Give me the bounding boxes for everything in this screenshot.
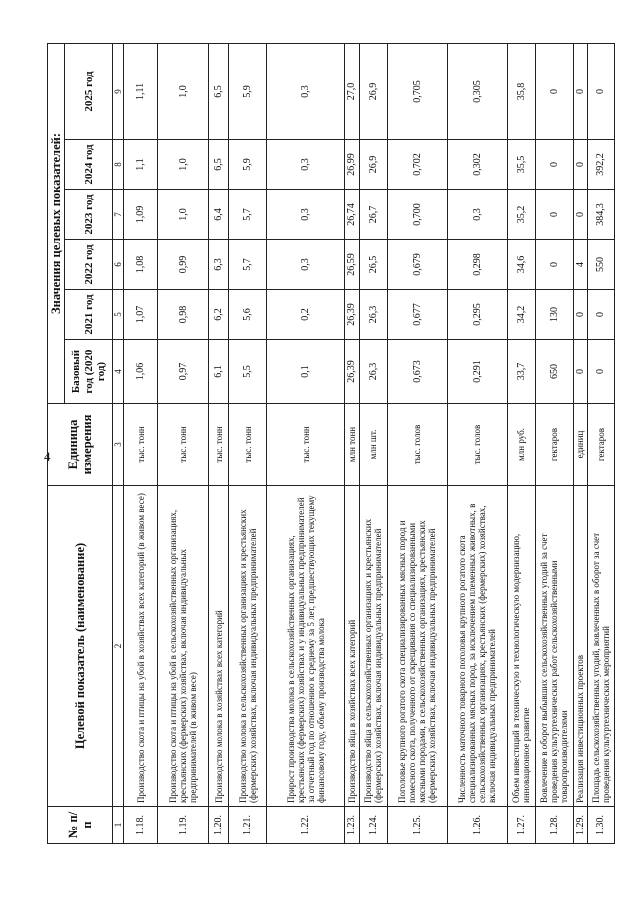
value-cell: 0,673 (387, 340, 447, 404)
value-cell: 0,3 (267, 43, 345, 139)
table-row (359, 43, 387, 843)
column-number: 3 (113, 404, 124, 486)
table-row (447, 43, 507, 843)
value-cell: 26,39 (345, 290, 359, 340)
value-cell: 0 (587, 290, 614, 340)
indicator-name: Численность маточного товарного поголовья крупного рогатого скота специализированных мясных пород, за исключением племенных животных, в сельскохозяйственных организациях, крестьянских (фермерских) хозяйствах, включая индивидуальных предпринимателей (447, 486, 507, 807)
indicator-name: Производство яйца в сельскохозяйственных организациях и крестьянских (фермерских) хозяйствах, включая индивидуальных предпринимателей (359, 486, 387, 807)
value-cell: 1,09 (124, 190, 158, 240)
value-cell: 26,9 (359, 140, 387, 190)
value-cell: 6,3 (209, 240, 229, 290)
value-cell: 0,291 (447, 340, 507, 404)
unit-cell: млн шт. (359, 404, 387, 486)
table-row (535, 43, 573, 843)
value-cell: 35,2 (507, 190, 535, 240)
unit-cell: тыс. голов (447, 404, 507, 486)
value-cell: 6,2 (209, 290, 229, 340)
value-cell: 35,5 (507, 140, 535, 190)
header-target-values: Значения целевых показателей: (48, 43, 65, 403)
indicator-name: Реализация инвестиционных проектов (573, 486, 587, 807)
indicator-name: Производство скота и птицы на убой в сельскохозяйственных организациях, крестьянских (фермерских) хозяйствах, включая индивидуальных предпринимателей (в живом весе) (158, 486, 209, 807)
unit-cell: тыс. тонн (209, 404, 229, 486)
header-unit: Единица измерения (48, 404, 113, 486)
indicator-name: Производство молока в сельскохозяйственных организациях и крестьянских (фермерских) хозяйствах, включая индивидуальных предпринимателей (229, 486, 267, 807)
header-year: 2023 год (65, 190, 113, 240)
value-cell: 0,298 (447, 240, 507, 290)
column-number: 5 (113, 290, 124, 340)
value-cell: 0 (535, 190, 573, 240)
table-row (573, 43, 587, 843)
indicator-name: Производство скота и птицы на убой в хозяйствах всех категорий (в живом весе) (124, 486, 158, 807)
value-cell: 0 (587, 43, 614, 139)
row-number: 1.28. (535, 807, 573, 844)
value-cell: 0,3 (267, 140, 345, 190)
value-cell: 34,2 (507, 290, 535, 340)
unit-cell: гектаров (535, 404, 573, 486)
indicator-name: Площадь сельскохозяйственных угодий, вовлеченных в оборот за счет проведения культуртехнических мероприятий (587, 486, 614, 807)
value-cell: 5,9 (229, 43, 267, 139)
value-cell: 5,6 (229, 290, 267, 340)
indicator-name: Вовлечение в оборот выбывших сельскохозяйственных угодий за счет проведения культуртехнических работ сельскохозяйственными товаропроизводителями (535, 486, 573, 807)
unit-cell: тыс. голов (387, 404, 447, 486)
table-row (267, 43, 345, 843)
value-cell: 1,0 (158, 43, 209, 139)
indicator-name: Поголовье крупного рогатого скота специализированных мясных пород и помесного скота, полученного от скрещивания со специализированными мясными породами, в сельскохозяйственных организациях, крестьянских (фермерских) хозяйствах, включая индивидуальных предпринимателей (387, 486, 447, 807)
unit-cell: гектаров (587, 404, 614, 486)
header-year: Базовый год (2020 год) (65, 340, 113, 404)
value-cell: 35,8 (507, 43, 535, 139)
value-cell: 4 (573, 240, 587, 290)
column-number: 9 (113, 43, 124, 139)
value-cell: 1,11 (124, 43, 158, 139)
value-cell: 650 (535, 340, 573, 404)
column-number: 2 (113, 486, 124, 807)
value-cell: 0,98 (158, 290, 209, 340)
value-cell: 0,3 (447, 190, 507, 240)
value-cell: 0,302 (447, 140, 507, 190)
table-row (387, 43, 447, 843)
value-cell: 26,39 (345, 340, 359, 404)
value-cell: 1,08 (124, 240, 158, 290)
unit-cell: тыс. тонн (124, 404, 158, 486)
value-cell: 1,1 (124, 140, 158, 190)
value-cell: 5,7 (229, 240, 267, 290)
value-cell: 0,702 (387, 140, 447, 190)
table-row (587, 43, 614, 843)
value-cell: 26,9 (359, 43, 387, 139)
value-cell: 392,2 (587, 140, 614, 190)
table-row (345, 43, 359, 843)
value-cell: 0 (573, 140, 587, 190)
value-cell: 384,3 (587, 190, 614, 240)
value-cell: 6,5 (209, 43, 229, 139)
value-cell: 0 (573, 290, 587, 340)
unit-cell: млн руб. (507, 404, 535, 486)
row-number: 1.24. (359, 807, 387, 844)
value-cell: 0 (573, 43, 587, 139)
row-number: 1.26. (447, 807, 507, 844)
header-num: № п/п (48, 807, 113, 844)
value-cell: 0,295 (447, 290, 507, 340)
value-cell: 0 (573, 340, 587, 404)
indicators-table-wrapper (47, 44, 615, 844)
row-number: 1.22. (267, 807, 345, 844)
value-cell: 0,700 (387, 190, 447, 240)
row-number: 1.30. (587, 807, 614, 844)
value-cell: 0 (535, 43, 573, 139)
value-cell: 6,1 (209, 340, 229, 404)
value-cell: 0,705 (387, 43, 447, 139)
unit-cell: тыс. тонн (229, 404, 267, 486)
value-cell: 26,5 (359, 240, 387, 290)
column-number-row (113, 43, 124, 843)
value-cell: 5,9 (229, 140, 267, 190)
row-number: 1.21. (229, 807, 267, 844)
value-cell: 0,677 (387, 290, 447, 340)
value-cell: 1,07 (124, 290, 158, 340)
column-number: 4 (113, 340, 124, 404)
value-cell: 1,0 (158, 140, 209, 190)
unit-cell: млн тонн (345, 404, 359, 486)
table-row (209, 43, 229, 843)
header-indicator: Целевой показатель (наименование) (48, 486, 113, 807)
indicator-name: Производство молока в хозяйствах всех категорий (209, 486, 229, 807)
page-number: 4 (44, 449, 51, 464)
column-number: 7 (113, 190, 124, 240)
value-cell: 550 (587, 240, 614, 290)
row-number: 1.27. (507, 807, 535, 844)
column-number: 1 (113, 807, 124, 844)
value-cell: 26,7 (359, 190, 387, 240)
value-cell: 6,4 (209, 190, 229, 240)
table-row (229, 43, 267, 843)
value-cell: 0,679 (387, 240, 447, 290)
value-cell: 5,5 (229, 340, 267, 404)
row-number: 1.25. (387, 807, 447, 844)
value-cell: 0,305 (447, 43, 507, 139)
table-row (124, 43, 158, 843)
row-number: 1.23. (345, 807, 359, 844)
value-cell: 0,97 (158, 340, 209, 404)
value-cell: 27,0 (345, 43, 359, 139)
value-cell: 0,3 (267, 240, 345, 290)
indicator-name: Производство яйца в хозяйствах всех категорий (345, 486, 359, 807)
value-cell: 26,74 (345, 190, 359, 240)
header-year: 2022 год (65, 240, 113, 290)
column-number: 6 (113, 240, 124, 290)
row-number: 1.18. (124, 807, 158, 844)
value-cell: 0,99 (158, 240, 209, 290)
table-body (113, 43, 614, 843)
table-row (158, 43, 209, 843)
value-cell: 34,6 (507, 240, 535, 290)
header-year: 2021 год (65, 290, 113, 340)
value-cell: 130 (535, 290, 573, 340)
value-cell: 26,3 (359, 290, 387, 340)
value-cell: 5,7 (229, 190, 267, 240)
indicator-name: Прирост производства молока в сельскохозяйственных организациях, крестьянских (фермерских) хозяйствах и у индивидуальных предпринимателей за отчетный год по отношению к среднему за 5 лет, предшествующих текущему финансовому году, объему производства молока (267, 486, 345, 807)
unit-cell: тыс. тонн (267, 404, 345, 486)
row-number: 1.19. (158, 807, 209, 844)
value-cell: 0,3 (267, 190, 345, 240)
row-number: 1.29. (573, 807, 587, 844)
value-cell: 26,59 (345, 240, 359, 290)
value-cell: 0,1 (267, 340, 345, 404)
value-cell: 0 (535, 140, 573, 190)
row-number: 1.20. (209, 807, 229, 844)
value-cell: 0 (573, 190, 587, 240)
value-cell: 0 (535, 240, 573, 290)
value-cell: 0 (587, 340, 614, 404)
value-cell: 1,06 (124, 340, 158, 404)
value-cell: 1,0 (158, 190, 209, 240)
header-year: 2025 год (65, 43, 113, 139)
value-cell: 33,7 (507, 340, 535, 404)
column-number: 8 (113, 140, 124, 190)
unit-cell: тыс. тонн (158, 404, 209, 486)
unit-cell: единиц (573, 404, 587, 486)
indicators-table (47, 43, 615, 844)
value-cell: 26,3 (359, 340, 387, 404)
value-cell: 6,5 (209, 140, 229, 190)
value-cell: 0,2 (267, 290, 345, 340)
value-cell: 26,99 (345, 140, 359, 190)
table-row (507, 43, 535, 843)
header-year: 2024 год (65, 140, 113, 190)
indicator-name: Объем инвестиций в техническую и технологическую модернизацию, инновационное развитие (507, 486, 535, 807)
